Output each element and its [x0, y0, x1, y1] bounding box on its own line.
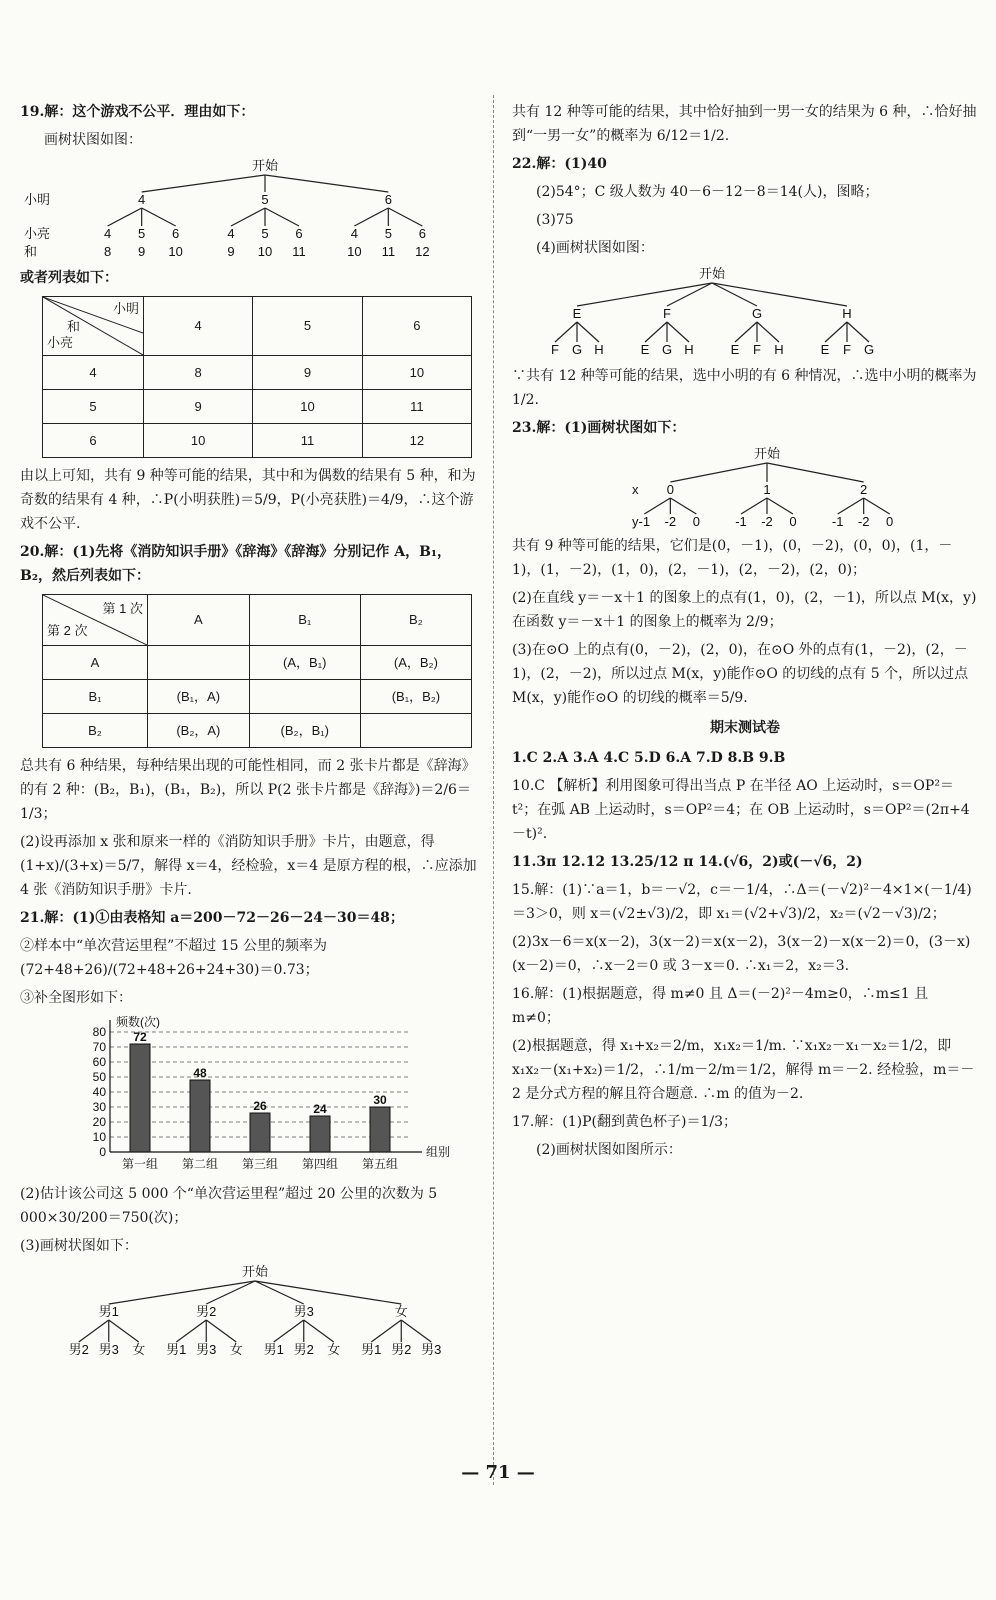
tree-node-label: F: [663, 306, 671, 321]
tree-leaf-label: 女: [132, 1342, 146, 1357]
tree-leaf-label: 男1: [166, 1342, 187, 1357]
tree-branch: [304, 1320, 334, 1342]
tree-leaf-label: H: [774, 342, 784, 357]
tree-leaf-label: 5: [261, 226, 269, 241]
q21-part2: ②样本中“单次营运里程”不超过 15 公里的频率为 (72+48+26)/(72+48+26+24+30)＝0.73；: [20, 938, 328, 978]
tree-leaf-label: 男2: [391, 1342, 412, 1357]
tree-branch: [670, 498, 696, 514]
tree-leaf-label: H: [594, 342, 604, 357]
y-tick-label: 80: [92, 1025, 106, 1039]
tree-root-label: 开始: [241, 1264, 269, 1279]
q20-cell: (B₁，A): [148, 680, 250, 714]
tree-branch: [838, 498, 864, 514]
tree-leaf-label: -2: [761, 514, 773, 529]
tree-leaf-label: 男3: [98, 1342, 119, 1357]
q15-part1: 15.解：(1)∵a＝1，b＝－√2，c＝－1/4，∴Δ＝(－√2)²－4×1×(－1/4)＝3＞0，则 x＝(√2±√3)/2，即 x₁＝(√2+√3)/2，x₂＝(√2－√3)/2；: [512, 882, 972, 922]
q17-part1: 17.解：(1)P(翻到黄色杯子)＝1/3；: [512, 1114, 737, 1130]
q20-cell: A: [43, 646, 148, 680]
tree-branch: [265, 208, 299, 226]
tree-branch: [265, 175, 388, 192]
x-tick-label: 第三组: [241, 1157, 279, 1171]
q21-heading: 21.解：(1)①由表格知 a＝200－72－26－24－30＝48；: [20, 910, 404, 926]
tree-leaf-label: 4: [227, 226, 235, 241]
q20-cell: (A，B₁): [249, 646, 360, 680]
q21-part3: ③补全图形如下：: [20, 990, 132, 1006]
tree-leaf-label: H: [684, 342, 694, 357]
tree-leaf-label: 女: [229, 1342, 243, 1357]
bar: [370, 1107, 390, 1152]
q19-table-corner: [43, 297, 144, 356]
q19-heading: 19.解：这个游戏不公平．理由如下：: [20, 104, 255, 120]
column-divider: [493, 95, 494, 1485]
bar-value-label: 30: [373, 1093, 387, 1107]
q19-col: 4: [144, 297, 253, 356]
y-tick-label: 70: [92, 1040, 106, 1054]
q20-cell: [249, 680, 360, 714]
tree-leaf-label: F: [843, 342, 851, 357]
tree-branch: [767, 498, 793, 514]
x-tick-label: 第一组: [121, 1157, 159, 1171]
tree-branch: [108, 208, 142, 226]
tree-leaf-label: -2: [664, 514, 677, 529]
tree-sum-label: 11: [292, 244, 306, 259]
q19-cell: 10: [253, 390, 362, 424]
q23-outcomes: 共有 9 种等可能的结果，它们是(0，－1)，(0，－2)，(0，0)，(1，－1)，(1，－2)，(1，0)，(2，－1)，(2，－2)，(2，0)；: [512, 538, 953, 578]
q20-cell: (A，B₂): [360, 646, 471, 680]
q17-part2: (2)画树状图如图所示：: [536, 1142, 682, 1158]
tree-branch: [555, 322, 577, 342]
q22-tree-diagram: [512, 264, 972, 362]
tree-branch: [354, 208, 388, 226]
tree-branch: [757, 322, 779, 342]
y-tick-label: 40: [92, 1085, 106, 1099]
tree-root-label: 开始: [698, 266, 726, 281]
y-tick-label: 0: [99, 1145, 106, 1159]
bar-value-label: 24: [313, 1102, 327, 1116]
q21-bar-chart: [20, 1014, 460, 1174]
tree-leaf-label: 5: [138, 226, 146, 241]
q20-table: [42, 594, 472, 748]
tree-leaf-label: 0: [886, 514, 894, 529]
q19-header-bot: 小亮: [47, 335, 74, 350]
answers-1-9: 1.C 2.A 3.A 4.C 5.D 6.A 7.D 8.B 9.B: [512, 750, 786, 766]
q19-col: 5: [253, 297, 362, 356]
tree-leaf-label: 5: [384, 226, 392, 241]
q20-table-corner: [43, 595, 148, 646]
tree-leaf-label: 4: [104, 226, 112, 241]
q20-header-top: 第 1 次: [102, 601, 143, 616]
tree-branch: [255, 1281, 401, 1304]
q20-part2: (2)设再添加 x 张和原来一样的《消防知识手册》卡片，由题意，得 (1+x)/(3+x)＝5/7，解得 x＝4，经检验，x＝4 是原方程的根，∴应添加 4 张《消防知识手册》卡片.: [20, 834, 477, 898]
q19-cell: 8: [144, 356, 253, 390]
tree-branch: [206, 1320, 236, 1342]
tree-leaf-label: 0: [789, 514, 797, 529]
y-tick-label: 30: [92, 1100, 106, 1114]
q23-part2: (2)在直线 y＝－x＋1 的图象上的点有(1，0)，(2，－1)，所以点 M(x，y)在函数 y＝－x＋1 的图象上的概率为 2/9；: [512, 590, 977, 630]
q19-tree-intro: 画树状图如图：: [44, 132, 142, 148]
q19-tree-diagram: [20, 156, 460, 264]
tree-branch: [109, 1320, 139, 1342]
tree-node-label: 6: [384, 192, 392, 207]
tree-sum-label: 10: [347, 244, 362, 259]
x-tick-label: 第二组: [181, 1157, 219, 1171]
q21-conclusion: 共有 12 种等可能的结果，其中恰好抽到一男一女的结果为 6 种，∴恰好抽到“一男一女”的概率为 6/12＝1/2.: [512, 104, 977, 144]
q19-cell: 9: [144, 390, 253, 424]
tree-leaf-label: 男3: [421, 1342, 442, 1357]
tree-node-label: 男1: [98, 1304, 119, 1319]
tree-node-label: 女: [394, 1304, 408, 1319]
section-title: 期末测试卷: [710, 720, 780, 736]
q19-header-top: 小明: [112, 301, 139, 316]
tree-leaf-label: 6: [295, 226, 303, 241]
q21-tree-intro: (3)画树状图如下：: [20, 1238, 138, 1254]
tree-sum-label: 9: [227, 244, 235, 259]
tree-node-label: 男3: [293, 1304, 314, 1319]
tree-row-label: x: [632, 482, 639, 497]
answer-10: 10.C 【解析】利用图象可得出当点 P 在半径 AO 上运动时，s＝OP²＝t²；在弧 AB 上运动时，s＝OP²＝4；在 OB 上运动时，s＝OP²＝(2π+4－t)².: [512, 778, 970, 842]
right-column: [512, 100, 978, 1166]
tree-branch: [274, 1320, 304, 1342]
q19-cell: 4: [43, 356, 144, 390]
tree-branch: [176, 1320, 206, 1342]
y-tick-label: 20: [92, 1115, 106, 1129]
q19-cell: 5: [43, 390, 144, 424]
q19-conclusion: 由以上可知，共有 9 种等可能的结果，其中和为偶数的结果有 5 种，和为奇数的结果有 4 种，∴P(小明获胜)＝5/9，P(小亮获胜)＝4/9，∴这个游戏不公平.: [20, 468, 476, 532]
bar: [130, 1044, 150, 1152]
q20-col: B₂: [360, 595, 471, 646]
tree-node-label: 2: [860, 482, 868, 497]
q19-cell: 12: [362, 424, 471, 458]
q20-cell: [360, 714, 471, 748]
tree-branch: [142, 175, 265, 192]
tree-sum-label: 11: [381, 244, 396, 259]
tree-node-label: E: [572, 306, 582, 321]
tree-row-label: y: [632, 514, 639, 529]
tree-root-label: 开始: [753, 446, 781, 461]
tree-leaf-label: 6: [172, 226, 180, 241]
tree-branch: [79, 1320, 109, 1342]
tree-row-label: 和: [24, 244, 38, 259]
tree-leaf-label: 6: [418, 226, 426, 241]
y-tick-label: 10: [92, 1130, 106, 1144]
q20-heading: 20.解：(1)先将《消防知识手册》《辞海》《辞海》分别记作 A，B₁，B₂，然后列表如下：: [20, 544, 452, 584]
tree-leaf-label: -2: [857, 514, 870, 529]
tree-branch: [371, 1320, 401, 1342]
q19-cell: 10: [362, 356, 471, 390]
bar: [310, 1116, 330, 1152]
tree-branch: [577, 322, 599, 342]
q20-col: B₁: [249, 595, 360, 646]
x-tick-label: 第五组: [361, 1157, 399, 1171]
tree-leaf-label: 男1: [361, 1342, 382, 1357]
tree-branch: [644, 498, 670, 514]
x-axis-label: 组别: [426, 1145, 451, 1159]
tree-leaf-label: -1: [831, 514, 844, 529]
bar-value-label: 72: [133, 1030, 147, 1044]
tree-branch: [864, 498, 890, 514]
q15-part2: (2)3x－6＝x(x－2)，3(x－2)＝x(x－2)，3(x－2)－x(x－2)＝0，(3－x)(x－2)＝0，∴x－2＝0 或 3－x＝0. ∴x₁＝2，x₂＝3.: [512, 934, 971, 974]
tree-node-label: G: [751, 306, 763, 321]
tree-leaf-label: G: [571, 342, 583, 357]
y-axis-label: 频数(次): [116, 1015, 160, 1029]
tree-leaf-label: -1: [638, 514, 651, 529]
y-tick-label: 50: [92, 1070, 106, 1084]
tree-branch: [741, 498, 767, 514]
left-column: [20, 100, 478, 1364]
bar-value-label: 48: [193, 1066, 207, 1080]
bar: [250, 1113, 270, 1152]
tree-leaf-label: 男3: [196, 1342, 217, 1357]
page-number: — 71 —: [461, 1462, 535, 1483]
tree-leaf-label: 女: [327, 1342, 341, 1357]
tree-node-label: H: [842, 306, 852, 321]
tree-branch: [645, 322, 667, 342]
q22-part2: (2)54°；C 级人数为 40－6－12－8＝14(人)，图略；: [536, 184, 879, 200]
tree-branch: [577, 283, 712, 306]
q16-part1: 16.解：(1)根据题意，得 m≠0 且 Δ＝(－2)²－4m≥0，∴m≤1 且 m≠0；: [512, 986, 929, 1026]
q19-header-mid: 和: [67, 319, 81, 334]
tree-node-label: 0: [666, 482, 674, 497]
tree-branch: [735, 322, 757, 342]
tree-node-label: 男2: [196, 1304, 217, 1319]
tree-leaf-label: 男2: [293, 1342, 314, 1357]
q22-part4: (4)画树状图如图：: [536, 240, 654, 256]
q23-heading: 23.解：(1)画树状图如下：: [512, 420, 686, 436]
q20-cell: (B₂，B₁): [249, 714, 360, 748]
tree-leaf-label: 男2: [68, 1342, 89, 1357]
tree-leaf-label: E: [640, 342, 650, 357]
q20-cell: (B₁，B₂): [360, 680, 471, 714]
tree-branch: [231, 208, 265, 226]
q19-cell: 9: [253, 356, 362, 390]
tree-branch: [847, 322, 869, 342]
q16-part2: (2)根据题意，得 x₁+x₂＝2/m，x₁x₂＝1/m. ∵x₁x₂－x₁－x₂＝1/2，即 x₁x₂－(x₁+x₂)＝1/2，∴1/m－2/m＝1/2，解得 m＝－2. 经检验，m＝－2 是分式方程的解且符合题意. ∴m 的值为－2.: [512, 1038, 975, 1102]
q20-part1-result: 总共有 6 种结果，每种结果出现的可能性相同，而 2 张卡片都是《辞海》的有 2 种：(B₂，B₁)，(B₁，B₂)，所以 P(2 张卡片都是《辞海》)＝2/6＝1/3；: [20, 758, 476, 822]
tree-leaf-label: F: [753, 342, 761, 357]
tree-sum-label: 10: [257, 244, 273, 259]
tree-row-label: 小亮: [24, 226, 51, 241]
tree-branch: [142, 208, 176, 226]
tree-node-label: 1: [763, 482, 771, 497]
tree-sum-label: 9: [138, 244, 146, 259]
q19-cell: 11: [362, 390, 471, 424]
q19-table: [42, 296, 472, 458]
x-tick-label: 第四组: [301, 1157, 339, 1171]
q19-cell: 11: [253, 424, 362, 458]
q21-tree-diagram: [20, 1262, 460, 1362]
q20-header-bot: 第 2 次: [47, 623, 88, 638]
q23-tree-diagram: [512, 444, 972, 532]
tree-leaf-label: 0: [692, 514, 700, 529]
q19-table-intro: 或者列表如下：: [20, 270, 118, 286]
answers-11-14: 11.3π 12.12 13.25/12 π 14.(√6，2)或(－√6，2): [512, 854, 863, 870]
tree-leaf-label: F: [551, 342, 559, 357]
q19-cell: 6: [43, 424, 144, 458]
bar: [190, 1080, 210, 1152]
q21-estimate: (2)估计该公司这 5 000 个“单次营运里程”超过 20 公里的次数为 5 000×30/200＝750(次)；: [20, 1186, 438, 1226]
tree-branch: [667, 322, 689, 342]
y-tick-label: 60: [92, 1055, 106, 1069]
tree-node-label: 5: [261, 192, 269, 207]
tree-leaf-label: 男1: [263, 1342, 284, 1357]
tree-branch: [401, 1320, 431, 1342]
q20-col: A: [148, 595, 250, 646]
tree-node-label: 4: [138, 192, 146, 207]
q20-cell: B₁: [43, 680, 148, 714]
q20-cell: [148, 646, 250, 680]
tree-leaf-label: G: [863, 342, 875, 357]
tree-sum-label: 8: [104, 244, 112, 259]
q19-col: 6: [362, 297, 471, 356]
tree-leaf-label: 4: [350, 226, 358, 241]
bar-value-label: 26: [253, 1099, 267, 1113]
tree-row-label: 小明: [24, 192, 51, 207]
q19-cell: 10: [144, 424, 253, 458]
q20-cell: (B₂，A): [148, 714, 250, 748]
tree-branch: [109, 1281, 255, 1304]
q22-heading: 22.解：(1)40: [512, 156, 607, 172]
tree-branch: [388, 208, 422, 226]
q22-conclusion: ∵共有 12 种等可能的结果，选中小明的有 6 种情况，∴选中小明的概率为 1/2.: [512, 368, 977, 408]
tree-leaf-label: E: [820, 342, 830, 357]
tree-sum-label: 10: [168, 244, 183, 259]
q20-cell: B₂: [43, 714, 148, 748]
tree-branch: [767, 463, 864, 482]
tree-leaf-label: E: [730, 342, 740, 357]
tree-branch: [712, 283, 847, 306]
tree-leaf-label: -1: [735, 514, 747, 529]
q22-part3: (3)75: [536, 212, 574, 228]
tree-branch: [670, 463, 767, 482]
q23-part3: (3)在⊙O 上的点有(0，－2)，(2，0)，在⊙O 外的点有(1，－2)，(2，－1)，(2，－2)，所以过点 M(x，y)能作⊙O 的切线的点有 5 个，所以过点 M(x，y)能作⊙O 的切线的概率＝5/9.: [512, 642, 969, 706]
tree-root-label: 开始: [251, 158, 279, 173]
tree-leaf-label: G: [661, 342, 673, 357]
tree-branch: [825, 322, 847, 342]
tree-sum-label: 12: [415, 244, 430, 259]
